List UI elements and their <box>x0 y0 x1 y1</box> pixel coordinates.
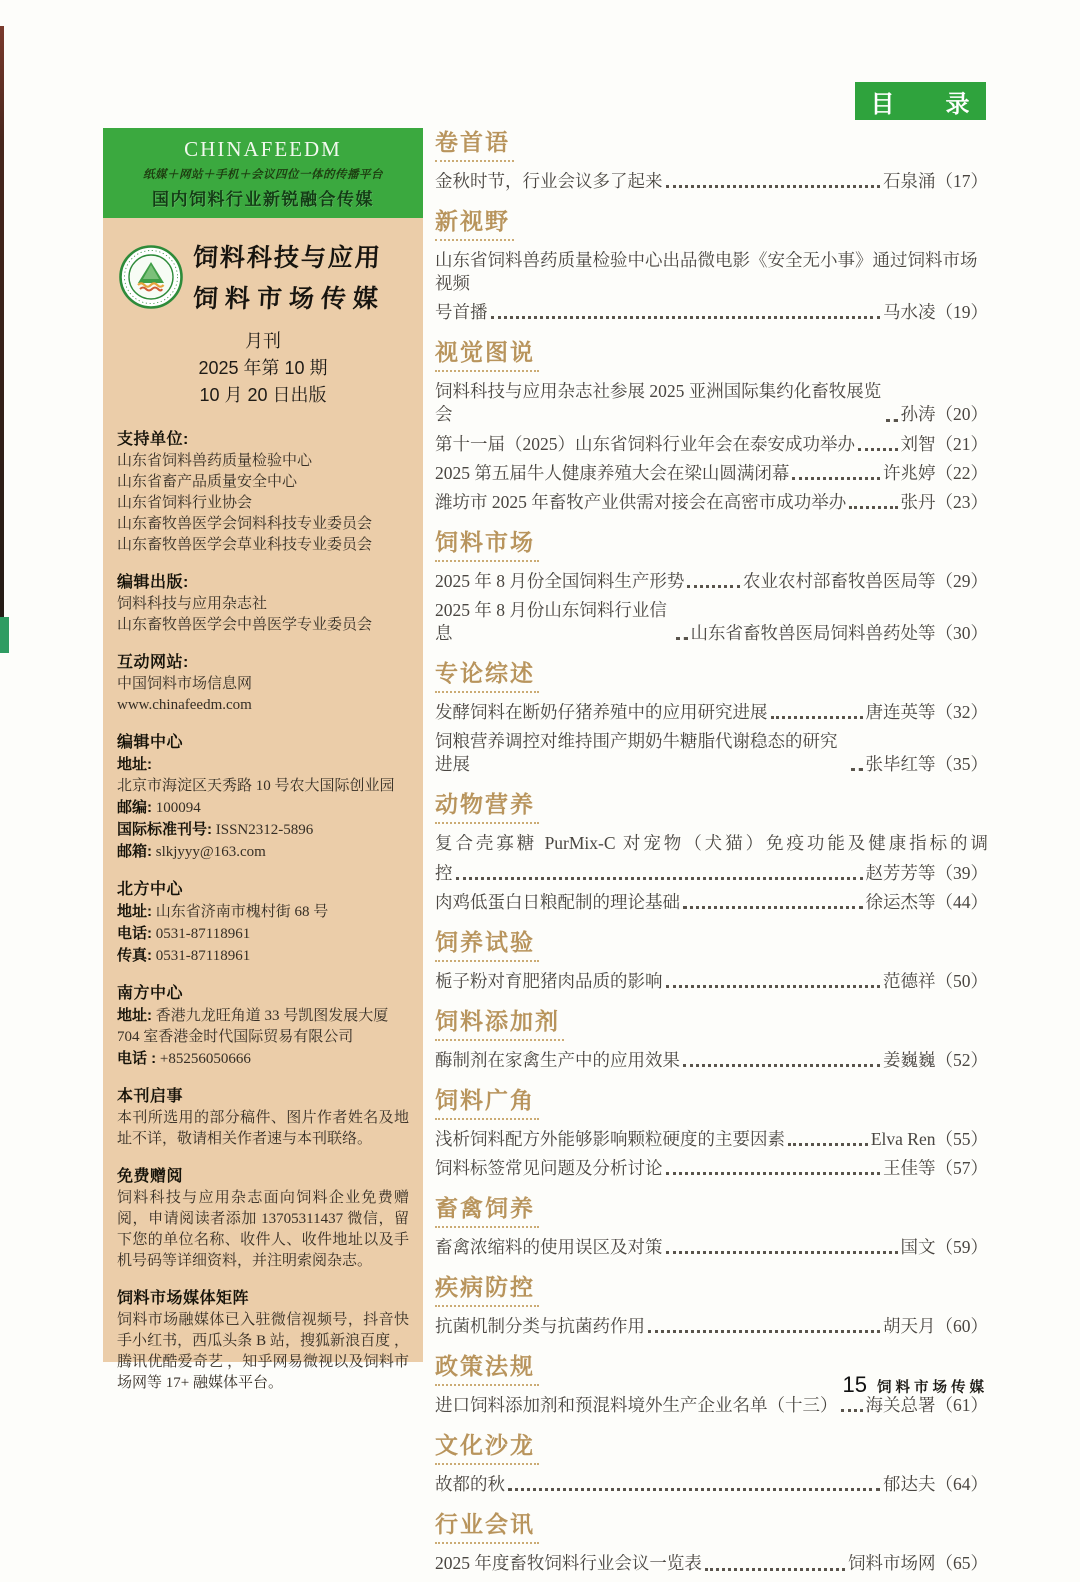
toc-section-heading: 卷首语 <box>435 124 514 162</box>
issue-date: 10 月 20 日出版 <box>199 385 327 405</box>
sidebar-block-line: 邮编: 100094 <box>117 799 201 816</box>
toc-entry <box>435 970 988 993</box>
toc-entry-author-page: 胡天月（60） <box>883 1316 988 1337</box>
toc-entry-author-page: 许兆婷（22） <box>883 462 988 483</box>
toc-entry-title: 第十一届（2025）山东省饲料行业年会在泰安成功举办 <box>435 433 855 454</box>
toc-entry-author-page: 张丹（23） <box>900 491 988 512</box>
toc-entry-author-page: 姜巍巍（52） <box>883 1049 988 1070</box>
toc-section <box>435 330 988 513</box>
masthead-title-line1: 饲料科技与应用 <box>192 243 383 272</box>
toc-entry-author-page: 王佳等（57） <box>883 1157 988 1178</box>
toc-section-heading: 专论综述 <box>435 655 539 693</box>
sidebar-blocks <box>103 409 423 1394</box>
sidebar-block <box>117 649 409 716</box>
toc-entry-author-page: 郁达夫（64） <box>883 1474 988 1495</box>
toc-dot-leader <box>687 585 740 588</box>
sidebar-line-label: 邮箱: <box>117 843 152 860</box>
sidebar-block-line: 饲料市场融媒体已入驻微信视频号，抖音快手小红书，西瓜头条 B 站，搜狐新浪百度 ，腾讯优酷爱奇艺 ，知乎网易微视以及饲料市场网等 17+ 融媒体平台。 <box>117 1312 409 1391</box>
scan-edge-strip <box>0 26 4 618</box>
toc-entry <box>435 491 988 514</box>
sidebar-line-label: 地址: <box>117 903 152 920</box>
toc-entry-title: 饲料科技与应用杂志社参展 2025 亚洲国际集约化畜牧展览会 <box>435 381 882 425</box>
sidebar-block <box>117 1083 409 1150</box>
sidebar-line-label: 地址: <box>117 756 152 773</box>
sidebar-block-header: 编辑出版: <box>117 574 189 591</box>
toc-dot-leader <box>886 419 898 422</box>
toc-entry <box>435 862 988 885</box>
masthead-title-line2: 饲料市场传媒 <box>192 284 386 313</box>
toc-entry <box>435 701 988 724</box>
sidebar-block-line: 饲料科技与应用杂志面向饲料企业免费赠阅，申请阅读者添加 13705311437 微信，留下您的单位名称、收件人、收件地址以及手机号码等详细资料，并注明索阅杂志。 <box>117 1190 409 1269</box>
toc-section-heading: 疾病防控 <box>435 1269 539 1307</box>
magazine-logo-icon <box>119 245 183 309</box>
toc-entry-title: 酶制剂在家禽生产中的应用效果 <box>435 1049 680 1070</box>
sidebar-block-header: 北方中心 <box>117 881 184 898</box>
toc-entry-title: 控 <box>435 862 453 883</box>
toc-entry-author-page: 马水凌（19） <box>883 302 988 323</box>
toc-entry-title: 栀子粉对育肥猪肉品质的影响 <box>435 970 663 991</box>
toc-dot-leader <box>676 637 688 640</box>
masthead-titles <box>193 238 385 315</box>
toc-dot-leader <box>788 1143 868 1146</box>
toc-section-heading: 行业会讯 <box>435 1506 539 1544</box>
toc-entry-title: 2025 第五届牛人健康养殖大会在梁山圆满闭幕 <box>435 462 790 483</box>
toc-section-heading: 饲料广角 <box>435 1082 539 1120</box>
toc-entry-title: 号首播 <box>435 302 488 323</box>
sidebar-block-line: 中国饲料市场信息网 <box>117 676 253 692</box>
toc-section <box>435 782 988 913</box>
toc-entry <box>435 380 988 426</box>
toc-dot-leader <box>858 448 898 451</box>
toc-entry-author-page: 刘智（21） <box>900 433 988 454</box>
toc-dot-leader <box>666 1251 898 1254</box>
sidebar-block-line: 山东畜牧兽医学会中兽医学专业委员会 <box>117 617 373 633</box>
toc-entry <box>435 570 988 593</box>
toc-entry-author-page: 农业农村部畜牧兽医局等（29） <box>743 570 988 591</box>
toc-entry-author-page: 国文（59） <box>900 1237 988 1258</box>
toc-dot-leader <box>666 185 881 188</box>
toc-entry-author-page: 范德祥（50） <box>883 970 988 991</box>
toc-entry-title: 2025 年 8 月份全国饲料生产形势 <box>435 570 685 591</box>
toc-entry-author-page: 饲料市场网（65） <box>848 1553 988 1574</box>
toc-entry-author-page: 徐运杰等（44） <box>865 891 988 912</box>
sidebar-block-line: 山东畜牧兽医学会饲料科技专业委员会 <box>117 516 373 532</box>
sidebar-block-line: 山东畜牧兽医学会草业科技专业委员会 <box>117 537 373 553</box>
toc-entry-title: 2025 年 8 月份山东饲料行业信息 <box>435 599 667 644</box>
toc-title-badge <box>855 82 986 120</box>
page-footer <box>0 1372 988 1398</box>
sidebar-block-header: 支持单位: <box>117 431 189 448</box>
toc-entry <box>435 891 988 914</box>
sidebar-block-line: 传真: 0531-87118961 <box>117 947 251 964</box>
toc-section <box>435 199 988 324</box>
toc-entry-title: 肉鸡低蛋白日粮配制的理论基础 <box>435 891 680 912</box>
toc-dot-leader <box>705 1568 845 1571</box>
brand-tagline: 纸媒＋网站＋手机＋会议四位一体的传播平台 <box>143 169 383 181</box>
toc-entry <box>435 1552 988 1575</box>
sidebar-block-line: 704 室香港金时代国际贸易有限公司 <box>117 1029 354 1045</box>
sidebar-block-line: 地址: 山东省济南市槐村街 68 号 <box>117 903 329 920</box>
footer-page-number: 15 <box>842 1372 867 1397</box>
sidebar-line-label: 国际标准刊号: <box>117 821 212 838</box>
toc-section <box>435 120 988 193</box>
brand-subtitle: 国内饲料行业新锐融合传媒 <box>152 190 374 209</box>
toc-entry <box>435 301 988 324</box>
toc-section-heading: 饲养试验 <box>435 924 539 962</box>
toc-section-heading: 政策法规 <box>435 1348 539 1386</box>
toc-dot-leader <box>491 316 881 319</box>
toc-entry-title: 饲料标签常见问题及分析讨论 <box>435 1157 663 1178</box>
toc-entry-title: 故都的秋 <box>435 1474 505 1495</box>
toc-dot-leader <box>648 1330 880 1333</box>
sidebar-line-label: 邮编: <box>117 799 152 816</box>
toc-section <box>435 1423 988 1496</box>
toc-entry-title: 发酵饲料在断奶仔猪养殖中的应用研究进展 <box>435 702 768 723</box>
toc-dot-leader <box>771 716 863 719</box>
toc-entry <box>435 730 988 776</box>
toc-dot-leader <box>792 477 880 480</box>
toc-dot-leader <box>666 1172 881 1175</box>
sidebar-block <box>117 1163 409 1272</box>
toc-dot-leader <box>683 906 863 909</box>
toc-entry <box>435 1315 988 1338</box>
sidebar-block-line: 北京市海淀区天秀路 10 号农大国际创业园 <box>117 778 395 794</box>
sidebar-block-line: 山东省畜产品质量安全中心 <box>117 474 298 490</box>
toc-entry <box>435 170 988 193</box>
toc-entry <box>435 599 988 645</box>
issue-frequency: 月刊 <box>245 331 281 351</box>
toc-dot-leader <box>841 1409 863 1412</box>
toc-section <box>435 651 988 776</box>
toc-section <box>435 920 988 993</box>
sidebar-block-line: 电话 : +85256050666 <box>117 1050 251 1067</box>
sidebar-block-header: 编辑中心 <box>117 734 184 751</box>
sidebar-block <box>117 729 409 863</box>
toc-section <box>435 520 988 645</box>
toc-entry-title: 进口饲料添加剂和预混料境外生产企业名单（十三） <box>435 1395 838 1416</box>
toc-entry-continued: 山东省饲料兽药质量检验中心出品微电影《安全无小事》通过饲料市场视频 <box>435 250 978 294</box>
toc-entry-author-page: 张毕红等（35） <box>865 754 988 775</box>
toc-entry-continued: 复合壳寡糖 PurMix-C 对宠物（犬猫）免疫功能及健康指标的调 <box>435 833 988 854</box>
sidebar-line-label: 电话 : <box>117 1050 157 1067</box>
toc-section-heading: 新视野 <box>435 203 514 241</box>
sidebar-line-label: 电话: <box>117 925 152 942</box>
toc-dot-leader <box>508 1488 880 1491</box>
scan-edge-green-mark <box>0 617 9 653</box>
sidebar-block <box>117 569 409 636</box>
toc-section-heading: 饲料市场 <box>435 524 539 562</box>
toc-entry-title: 金秋时节，行业会议多了起来 <box>435 171 663 191</box>
toc-entry-author-page: 海关总署（61） <box>865 1395 988 1416</box>
toc-section <box>435 1265 988 1338</box>
sidebar-block-line: 国际标准刊号: ISSN2312-5896 <box>117 821 314 838</box>
sidebar-block-header: 饲料市场媒体矩阵 <box>117 1290 250 1307</box>
sidebar-block-line: 山东省饲料兽药质量检验中心 <box>117 453 313 469</box>
sidebar-block-line: 地址: 香港九龙旺角道 33 号凯图发展大厦 <box>117 1007 389 1024</box>
toc-dot-leader <box>666 985 881 988</box>
brand-banner <box>103 128 423 218</box>
toc-section-heading: 畜禽饲养 <box>435 1190 539 1228</box>
sidebar-block-line: 本刊所选用的部分稿件、图片作者姓名及地址不详，敬请相关作者速与本刊联络。 <box>117 1110 409 1147</box>
toc-entry-title: 畜禽浓缩料的使用误区及对策 <box>435 1237 663 1258</box>
toc-entry-author-page: 唐连英等（32） <box>865 702 988 723</box>
toc-entry <box>435 1128 988 1151</box>
toc-section <box>435 1502 988 1575</box>
sidebar-block <box>117 426 409 556</box>
toc-entry-title: 2025 年度畜牧饲料行业会议一览表 <box>435 1553 702 1574</box>
sidebar-block-line: 山东省饲料行业协会 <box>117 495 253 511</box>
toc-sections <box>435 120 988 1582</box>
toc-entry-author-page: 石泉涌（17） <box>883 171 988 191</box>
toc-title-label: 目 录 <box>870 90 971 118</box>
sidebar-line-label: 传真: <box>117 947 152 964</box>
toc-entry-author-page: 赵芳芳等（39） <box>865 862 988 883</box>
toc-entry <box>435 1049 988 1072</box>
toc-entry <box>435 1236 988 1259</box>
toc-entry <box>435 1473 988 1496</box>
masthead <box>103 218 423 315</box>
sidebar-block-header: 免费赠阅 <box>117 1168 184 1185</box>
sidebar-block-line <box>117 754 409 776</box>
sidebar-block <box>117 980 409 1070</box>
sidebar-block-header: 南方中心 <box>117 985 184 1002</box>
toc-section-heading: 饲料添加剂 <box>435 1003 564 1041</box>
toc-entry-title: 潍坊市 2025 年畜牧产业供需对接会在高密市成功举办 <box>435 491 847 512</box>
toc-dot-leader <box>849 506 897 509</box>
sidebar-block-line: 邮箱: slkjyyy@163.com <box>117 843 266 860</box>
sidebar-block-header: 本刊启事 <box>117 1088 184 1105</box>
sidebar-block-line: 电话: 0531-87118961 <box>117 925 251 942</box>
toc-entry <box>435 1157 988 1180</box>
sidebar-block-line: www.chinafeedm.com <box>117 697 252 713</box>
sidebar <box>103 128 423 1391</box>
toc-section-heading: 视觉图说 <box>435 334 539 372</box>
toc-entry-title: 抗菌机制分类与抗菌药作用 <box>435 1316 645 1337</box>
toc-entry <box>435 433 988 456</box>
sidebar-block-header: 互动网站: <box>117 654 189 671</box>
toc-section-heading: 文化沙龙 <box>435 1427 539 1465</box>
sidebar-block <box>117 876 409 967</box>
toc-entry-author-page: 山东省畜牧兽医局饲料兽药处等（30） <box>690 623 988 644</box>
toc-dot-leader <box>683 1064 880 1067</box>
toc-entry-author-page: 孙涛（20） <box>900 404 988 425</box>
footer-brand: 饲料市场传媒 <box>877 1379 988 1396</box>
toc-section-heading: 动物营养 <box>435 786 539 824</box>
issue-info <box>103 328 423 409</box>
toc-entry-title: 饲粮营养调控对维持围产期奶牛糖脂代谢稳态的研究进展 <box>435 731 838 775</box>
brand-title: CHINAFEEDM <box>184 137 342 161</box>
sidebar-line-label: 地址: <box>117 1007 152 1024</box>
issue-number: 2025 年第 10 期 <box>198 358 328 378</box>
toc-dot-leader <box>456 877 863 880</box>
toc-dot-leader <box>851 768 863 771</box>
toc-entry-author-page: Elva Ren（55） <box>870 1128 988 1149</box>
toc-section <box>435 999 988 1072</box>
toc-section <box>435 1078 988 1180</box>
toc-entry-title: 浅析饲料配方外能够影响颗粒硬度的主要因素 <box>435 1128 785 1149</box>
toc-entry <box>435 462 988 485</box>
sidebar-block-line: 饲料科技与应用杂志社 <box>117 596 268 612</box>
toc-section <box>435 1186 988 1259</box>
